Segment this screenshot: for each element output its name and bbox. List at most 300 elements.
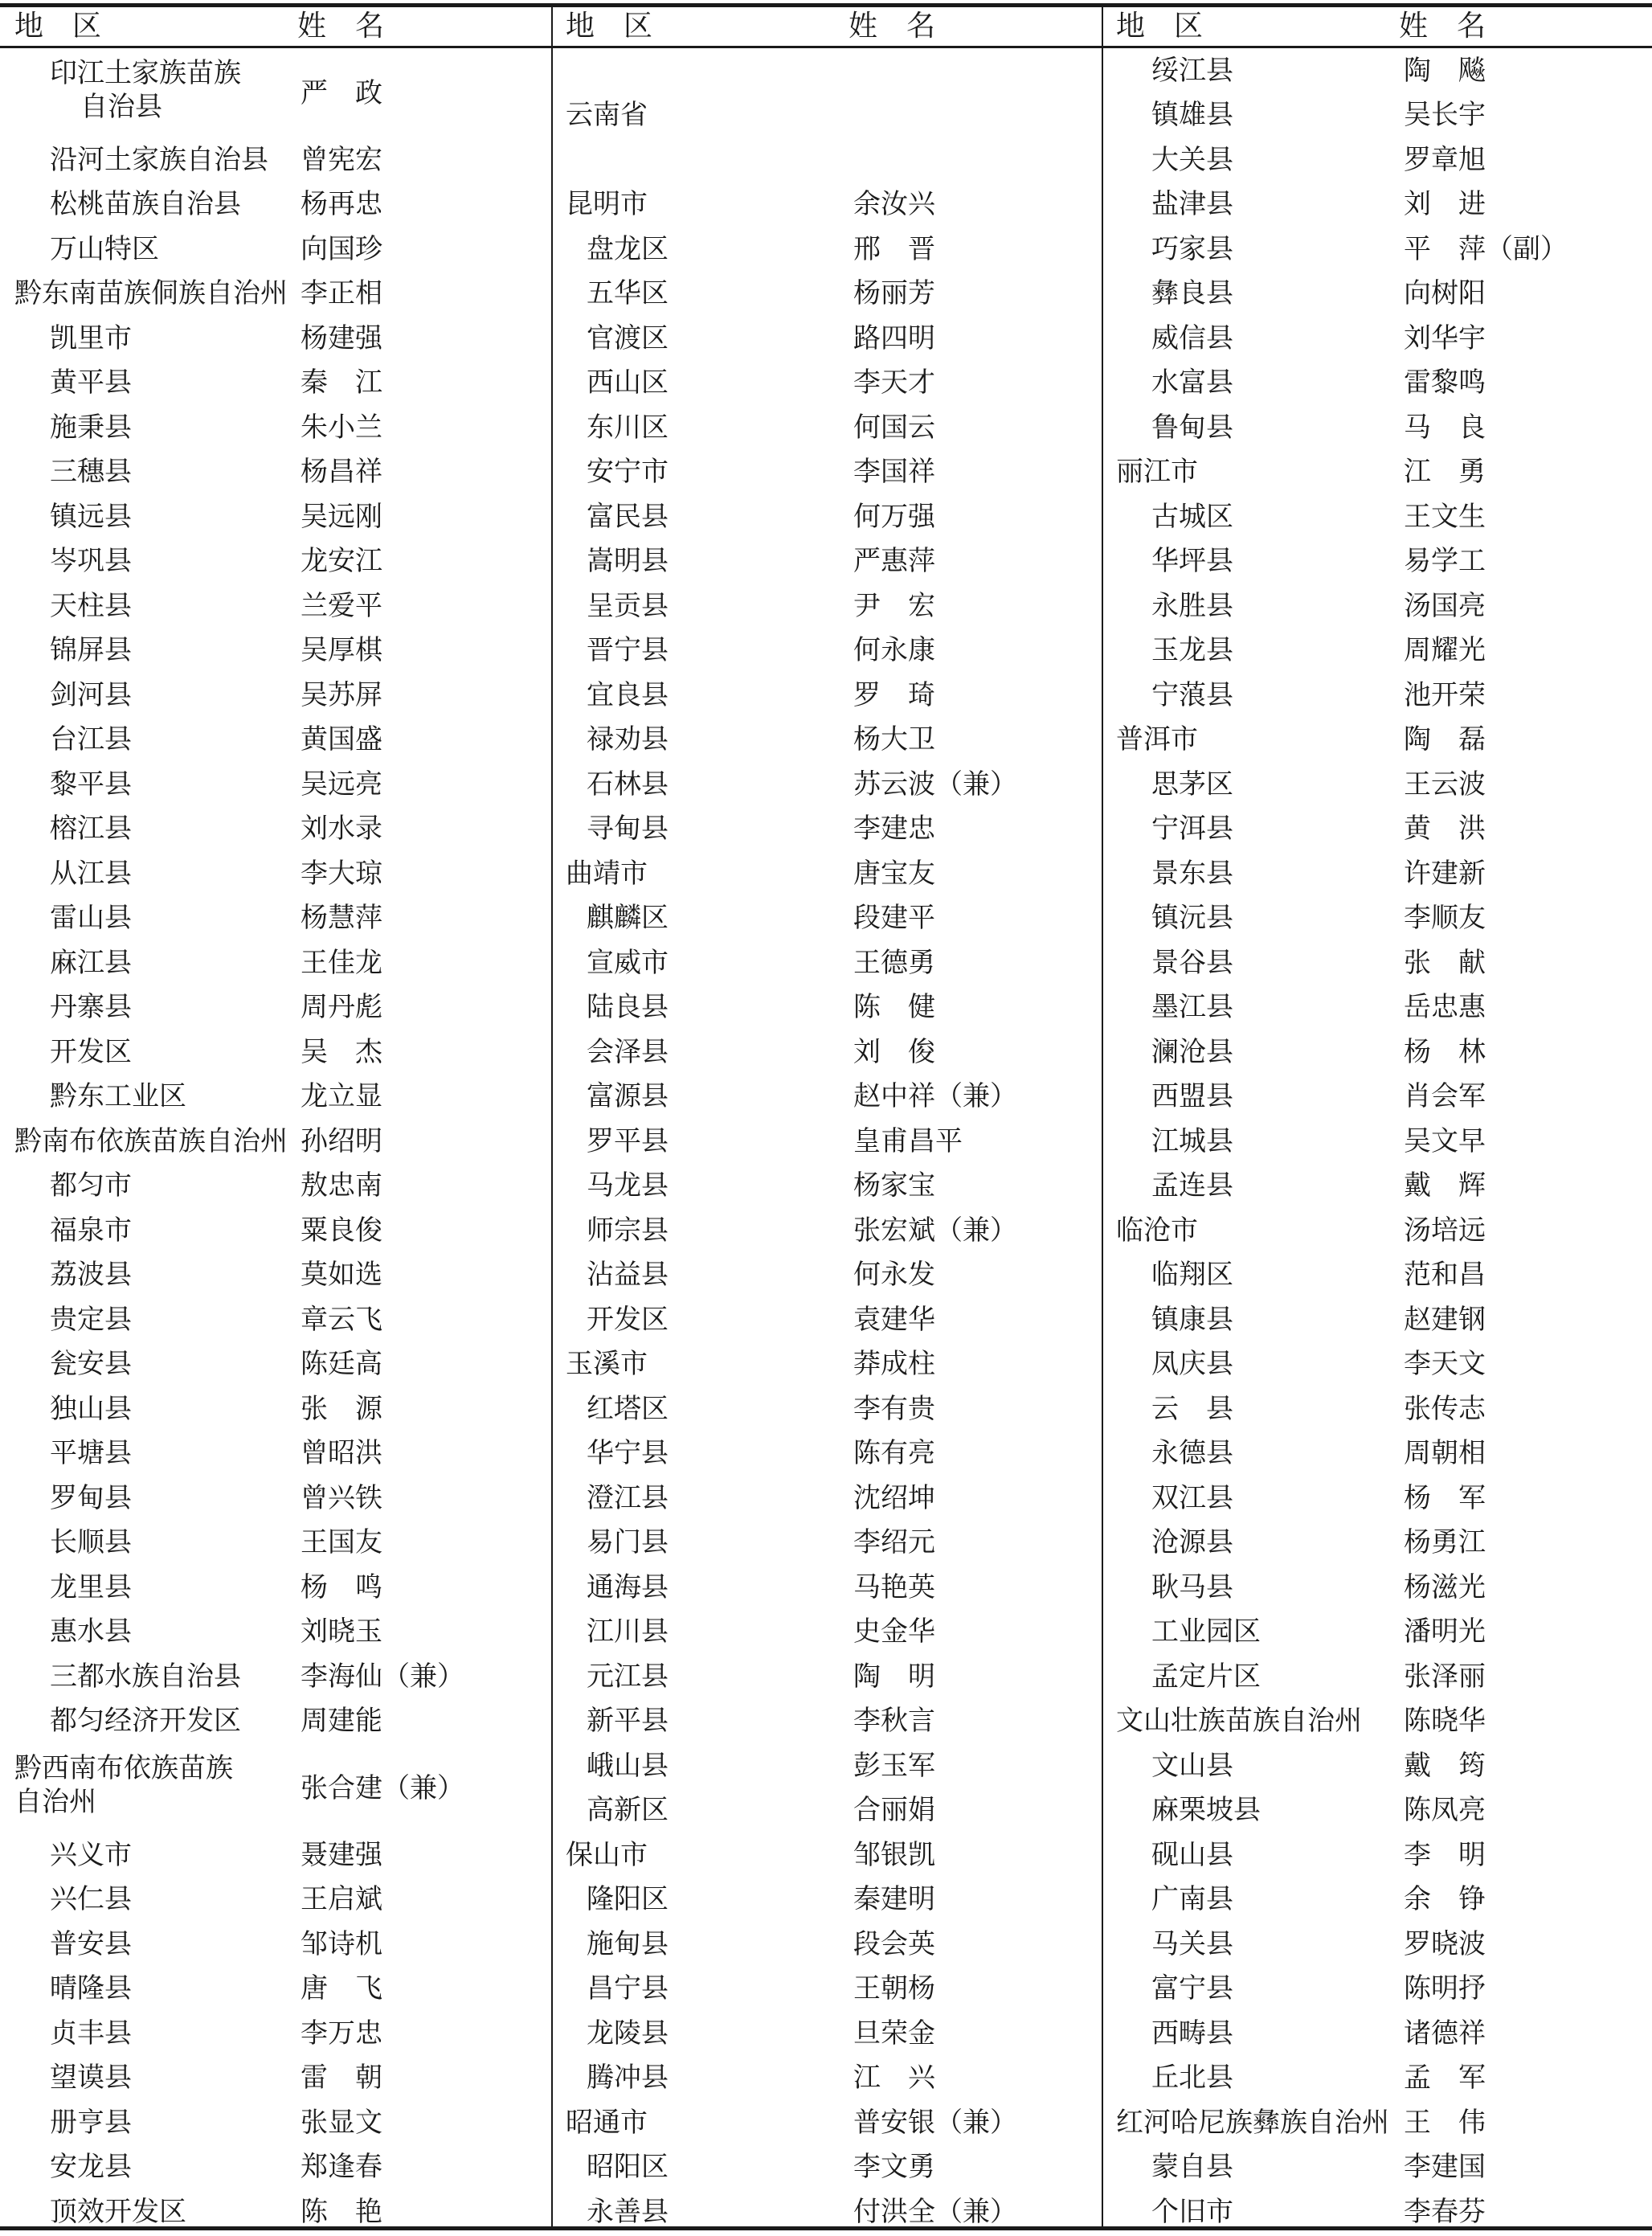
table-row (1102, 227, 1652, 272)
table-row (1102, 1075, 1652, 1120)
column-header (1102, 7, 1652, 46)
name-cell: 范和昌 (1404, 1259, 1486, 1292)
table-row (1102, 450, 1652, 495)
table-row (1102, 1922, 1652, 1967)
region-cell: 黎平县 (50, 768, 132, 801)
table-row (551, 1030, 1102, 1075)
region-cell: 墨江县 (1151, 991, 1233, 1024)
name-cell: 李正相 (301, 277, 382, 310)
name-cell: 袁建华 (853, 1303, 935, 1336)
region-cell: 黔东工业区 (50, 1080, 186, 1113)
table-row (1102, 1297, 1652, 1342)
table-row (551, 1208, 1102, 1253)
table-row (0, 940, 551, 985)
name-cell: 秦建明 (853, 1883, 935, 1916)
region-cell: 都匀市 (50, 1169, 132, 1202)
name-cell: 向国珍 (301, 232, 382, 265)
table-row (0, 48, 551, 137)
name-cell: 曾兴铁 (301, 1481, 382, 1514)
region-cell: 盘龙区 (587, 232, 669, 265)
header-name-label: 姓 名 (297, 10, 385, 43)
region-cell: 黄平县 (50, 367, 132, 399)
name-cell: 刘 俊 (853, 1035, 935, 1068)
table-row (1102, 405, 1652, 450)
table-row (1102, 1610, 1652, 1655)
table-row (0, 1431, 551, 1476)
region-cell: 开发区 (587, 1303, 669, 1336)
region-cell: 文山壮族苗族自治州 (1116, 1705, 1362, 1738)
column-rows (551, 48, 1102, 2234)
name-cell: 王国友 (301, 1526, 382, 1559)
region-cell: 平塘县 (50, 1437, 132, 1470)
region-cell: 贞丰县 (50, 2017, 132, 2050)
table-row (0, 629, 551, 674)
name-cell: 陈晓华 (1404, 1705, 1486, 1738)
region-cell: 红塔区 (587, 1392, 669, 1425)
region-cell: 临翔区 (1151, 1259, 1233, 1292)
table-row (1102, 93, 1652, 138)
name-cell: 李国祥 (853, 456, 935, 489)
name-cell: 王佳龙 (301, 946, 382, 979)
table-row (551, 2189, 1102, 2234)
region-cell: 元江县 (587, 1660, 669, 1693)
name-cell: 粟良俊 (301, 1214, 382, 1247)
table-row (1102, 2011, 1652, 2056)
name-cell: 吴文早 (1404, 1124, 1486, 1157)
table-row (551, 1476, 1102, 1521)
table-row (0, 1967, 551, 2012)
region-cell: 都匀经济开发区 (50, 1705, 241, 1738)
table-row (1102, 673, 1652, 718)
name-cell: 旦荣金 (853, 2017, 935, 2050)
table-row (0, 718, 551, 763)
region-cell: 石林县 (587, 768, 669, 801)
region-cell: 永善县 (587, 2195, 669, 2228)
region-cell: 易门县 (587, 1526, 669, 1559)
region-cell: 云南省 (566, 99, 648, 132)
table-row (0, 1878, 551, 1923)
name-cell: 李万忠 (301, 2017, 382, 2050)
region-cell: 绥江县 (1151, 54, 1233, 87)
region-cell: 马关县 (1151, 1927, 1233, 1960)
region-cell: 剑河县 (50, 678, 132, 711)
name-cell: 汤国亮 (1404, 589, 1486, 622)
name-cell: 唐宝友 (853, 857, 935, 890)
region-cell: 永德县 (1151, 1437, 1233, 1470)
name-cell: 兰爱平 (301, 589, 382, 622)
region-cell: 东川区 (587, 411, 669, 444)
name-cell: 杨滋光 (1404, 1571, 1486, 1603)
region-cell: 工业园区 (1151, 1616, 1261, 1648)
name-cell: 刘华宇 (1404, 321, 1486, 354)
region-cell: 岑巩县 (50, 545, 132, 578)
region-cell: 水富县 (1151, 367, 1233, 399)
column-rows (0, 48, 551, 2234)
region-cell: 富源县 (587, 1080, 669, 1113)
region-cell: 施甸县 (587, 1927, 669, 1960)
name-cell: 杨 林 (1404, 1035, 1486, 1068)
table-row (1102, 1833, 1652, 1878)
table-row (1102, 1342, 1652, 1387)
region-cell: 马龙县 (587, 1169, 669, 1202)
table-row (551, 1521, 1102, 1566)
region-cell: 西畴县 (1151, 2017, 1233, 2050)
region-cell: 宜良县 (587, 678, 669, 711)
region-cell: 高新区 (587, 1794, 669, 1827)
region-cell: 富民县 (587, 500, 669, 533)
name-cell: 李天才 (853, 367, 935, 399)
table-row (551, 361, 1102, 406)
name-cell: 李天文 (1404, 1348, 1486, 1381)
name-cell: 张显文 (301, 2106, 382, 2139)
table-row (551, 1922, 1102, 1967)
region-cell: 望谟县 (50, 2062, 132, 2095)
region-cell: 文山县 (1151, 1749, 1233, 1782)
name-cell: 陶 明 (853, 1660, 935, 1693)
region-cell: 施秉县 (50, 411, 132, 444)
name-cell: 杨 军 (1404, 1481, 1486, 1514)
name-cell: 潘明光 (1404, 1616, 1486, 1648)
table-row (551, 673, 1102, 718)
name-cell: 普安银（兼） (853, 2106, 1017, 2139)
name-cell: 皇甫昌平 (853, 1124, 963, 1157)
name-cell: 邹诗机 (301, 1927, 382, 1960)
table-row (1102, 1654, 1652, 1699)
table-row (0, 1030, 551, 1075)
name-cell: 杨丽芳 (853, 277, 935, 310)
table-row (551, 1565, 1102, 1610)
region-cell: 瓮安县 (50, 1348, 132, 1381)
table-row (551, 851, 1102, 896)
name-cell: 王 伟 (1404, 2106, 1486, 2139)
region-cell: 思茅区 (1151, 768, 1233, 801)
name-cell: 马 良 (1404, 411, 1486, 444)
region-cell: 腾冲县 (587, 2062, 669, 2095)
region-cell: 镇沅县 (1151, 902, 1233, 935)
name-cell: 李秋言 (853, 1705, 935, 1738)
name-cell: 肖会军 (1404, 1080, 1486, 1113)
name-cell: 杨大卫 (853, 723, 935, 756)
region-cell: 黔南布依族苗族自治州 (14, 1124, 288, 1157)
name-cell: 李有贵 (853, 1392, 935, 1425)
name-cell: 江 兴 (853, 2062, 935, 2095)
name-cell: 王云波 (1404, 768, 1486, 801)
region-cell: 五华区 (587, 277, 669, 310)
region-cell: 玉龙县 (1151, 634, 1233, 667)
table-row (551, 2145, 1102, 2190)
name-cell: 李海仙（兼） (301, 1660, 464, 1693)
name-cell: 黄 洪 (1404, 813, 1486, 846)
region-cell: 嵩明县 (587, 545, 669, 578)
region-cell: 镇远县 (50, 500, 132, 533)
region-cell: 安宁市 (587, 456, 669, 489)
name-cell: 杨慧萍 (301, 902, 382, 935)
name-cell: 雷 朝 (301, 2062, 382, 2095)
table-row (551, 316, 1102, 361)
table-row (551, 48, 1102, 93)
region-cell: 大关县 (1151, 143, 1233, 176)
name-cell: 杨昌祥 (301, 456, 382, 489)
table-row (1102, 1699, 1652, 1744)
region-cell: 耿马县 (1151, 1571, 1233, 1603)
region-cell: 孟定片区 (1151, 1660, 1261, 1693)
table-row (1102, 851, 1652, 896)
name-cell: 罗晓波 (1404, 1927, 1486, 1960)
name-cell: 雷黎鸣 (1404, 367, 1486, 399)
name-cell: 李绍元 (853, 1526, 935, 1559)
region-cell: 玉溪市 (566, 1348, 648, 1381)
table-row (0, 494, 551, 539)
table-row (551, 1878, 1102, 1923)
region-cell: 昭通市 (566, 2106, 648, 2139)
region-cell: 西盟县 (1151, 1080, 1233, 1113)
region-cell (14, 1743, 233, 1841)
region-cell: 江城县 (1151, 1124, 1233, 1157)
table-row (0, 807, 551, 852)
region-cell: 永胜县 (1151, 589, 1233, 622)
region-cell: 沿河土家族自治县 (50, 143, 268, 176)
region-cell: 禄劝县 (587, 723, 669, 756)
name-cell: 郑逢春 (301, 2151, 382, 2184)
table-row (0, 1386, 551, 1431)
table-row (551, 227, 1102, 272)
region-cell: 三穗县 (50, 456, 132, 489)
table-row (1102, 137, 1652, 182)
table-row (1102, 1030, 1652, 1075)
name-cell: 吴远亮 (301, 768, 382, 801)
region-cell: 云 县 (1151, 1392, 1233, 1425)
region-cell: 榕江县 (50, 813, 132, 846)
table-row (551, 807, 1102, 852)
name-cell: 沈绍坤 (853, 1481, 935, 1514)
name-cell: 秦 江 (301, 367, 382, 399)
table-row (0, 1654, 551, 1699)
name-cell: 刘水录 (301, 813, 382, 846)
region-cell: 澄江县 (587, 1481, 669, 1514)
table-row (1102, 1967, 1652, 2012)
name-cell: 陈 健 (853, 991, 935, 1024)
table-row (1102, 1521, 1652, 1566)
name-cell: 汤培远 (1404, 1214, 1486, 1247)
region-cell: 晋宁县 (587, 634, 669, 667)
name-cell: 龙立显 (301, 1080, 382, 1113)
region-text: 印江土家族苗族 (50, 57, 241, 89)
region-cell: 华宁县 (587, 1437, 669, 1470)
name-cell: 王朝杨 (853, 1972, 935, 2005)
name-cell: 陈明抒 (1404, 1972, 1486, 2005)
region-cell: 麻栗坡县 (1151, 1794, 1261, 1827)
table-row (1102, 539, 1652, 584)
table-row (1102, 316, 1652, 361)
table-row (551, 93, 1102, 138)
name-cell: 周丹彪 (301, 991, 382, 1024)
table-row (551, 539, 1102, 584)
region-cell: 凯里市 (50, 321, 132, 354)
region-cell: 沾益县 (587, 1259, 669, 1292)
name-cell: 余 铮 (1404, 1883, 1486, 1916)
name-cell: 陶 磊 (1404, 723, 1486, 756)
region-cell: 西山区 (587, 367, 669, 399)
name-cell: 张 献 (1404, 946, 1486, 979)
table-row (1102, 1164, 1652, 1209)
table-row (1102, 1476, 1652, 1521)
table-row (551, 1654, 1102, 1699)
region-cell: 会泽县 (587, 1035, 669, 1068)
table-row (551, 718, 1102, 763)
region-cell: 福泉市 (50, 1214, 132, 1247)
name-cell: 吴厚棋 (301, 634, 382, 667)
region-cell: 宁洱县 (1151, 813, 1233, 846)
region-cell: 雷山县 (50, 902, 132, 935)
table-row (0, 1119, 551, 1164)
region-cell: 册亨县 (50, 2106, 132, 2139)
region-cell: 砚山县 (1151, 1838, 1233, 1871)
name-cell: 陈廷高 (301, 1348, 382, 1381)
name-cell: 张泽丽 (1404, 1660, 1486, 1693)
region-cell: 官渡区 (587, 321, 669, 354)
table-row (551, 1297, 1102, 1342)
table-row (0, 1075, 551, 1120)
region-cell: 沧源县 (1151, 1526, 1233, 1559)
region-cell: 景东县 (1151, 857, 1233, 890)
region-cell: 威信县 (1151, 321, 1233, 354)
name-cell: 周耀光 (1404, 634, 1486, 667)
region-cell: 镇雄县 (1151, 99, 1233, 132)
table-row (1102, 1386, 1652, 1431)
region-text: 黔西南布依族苗族 (14, 1752, 233, 1784)
table-row (551, 494, 1102, 539)
name-cell: 赵建钢 (1404, 1303, 1486, 1336)
name-cell: 章云飞 (301, 1303, 382, 1336)
table-row (0, 1342, 551, 1387)
name-cell: 刘晓玉 (301, 1616, 382, 1648)
region-cell: 镇康县 (1151, 1303, 1233, 1336)
table-row (551, 629, 1102, 674)
region-cell: 隆阳区 (587, 1883, 669, 1916)
header-name-label: 姓 名 (1399, 10, 1486, 43)
table-column-2 (551, 0, 1102, 2236)
table-row (1102, 48, 1652, 93)
table-row (0, 2011, 551, 2056)
region-cell: 鲁甸县 (1151, 411, 1233, 444)
table-row (0, 762, 551, 807)
table-row (551, 940, 1102, 985)
table-row (1102, 1208, 1652, 1253)
region-cell: 双江县 (1151, 1481, 1233, 1514)
region-cell: 广南县 (1151, 1883, 1233, 1916)
name-cell: 杨建强 (301, 321, 382, 354)
table-row (551, 584, 1102, 629)
name-cell: 戴 辉 (1404, 1169, 1486, 1202)
name-cell: 周建能 (301, 1705, 382, 1738)
table-row (0, 2100, 551, 2145)
name-cell: 路四明 (853, 321, 935, 354)
name-cell: 向树阳 (1404, 277, 1486, 310)
table-row (1102, 762, 1652, 807)
region-cell: 长顺县 (50, 1526, 132, 1559)
table-row (0, 1699, 551, 1744)
region-cell: 罗平县 (587, 1124, 669, 1157)
table-row (1102, 2100, 1652, 2145)
table-row (0, 1208, 551, 1253)
region-cell: 贵定县 (50, 1303, 132, 1336)
region-cell: 昭阳区 (587, 2151, 669, 2184)
table-row (0, 1164, 551, 1209)
name-cell: 何永康 (853, 634, 935, 667)
table-row (1102, 1788, 1652, 1833)
name-cell: 王文生 (1404, 500, 1486, 533)
name-cell: 邹银凯 (853, 1838, 935, 1871)
name-cell: 罗 琦 (853, 678, 935, 711)
region-cell: 顶效开发区 (50, 2195, 186, 2228)
name-cell: 张宏斌（兼） (853, 1214, 1017, 1247)
name-cell: 杨勇江 (1404, 1526, 1486, 1559)
name-cell: 莽成柱 (853, 1348, 935, 1381)
name-cell: 戴 筠 (1404, 1749, 1486, 1782)
table-row (1102, 2189, 1652, 2234)
table-row (0, 673, 551, 718)
table-row (1102, 1743, 1652, 1788)
name-cell: 曾宪宏 (301, 143, 382, 176)
region-cell: 临沧市 (1116, 1214, 1198, 1247)
region-cell: 台江县 (50, 723, 132, 756)
name-cell: 敖忠南 (301, 1169, 382, 1202)
name-cell: 李建忠 (853, 813, 935, 846)
name-cell: 许建新 (1404, 857, 1486, 890)
table-row (0, 1253, 551, 1298)
table-row (551, 1342, 1102, 1387)
header-region-label: 地 区 (14, 10, 102, 43)
region-cell: 师宗县 (587, 1214, 669, 1247)
region-cell: 峨山县 (587, 1749, 669, 1782)
table-row (551, 1431, 1102, 1476)
table-row (1102, 1878, 1652, 1923)
name-cell: 赵中祥（兼） (853, 1080, 1017, 1113)
table-row (0, 1297, 551, 1342)
table-row (1102, 1119, 1652, 1164)
name-cell: 吴苏屏 (301, 678, 382, 711)
table-row (551, 137, 1102, 182)
table-row (0, 1521, 551, 1566)
name-cell: 陈凤亮 (1404, 1794, 1486, 1827)
table-row (551, 2100, 1102, 2145)
region-cell: 麻江县 (50, 946, 132, 979)
region-cell: 丹寨县 (50, 991, 132, 1024)
header-region-label: 地 区 (566, 10, 653, 43)
region-cell: 独山县 (50, 1392, 132, 1425)
name-cell: 合丽娟 (853, 1794, 935, 1827)
name-cell: 杨家宝 (853, 1169, 935, 1202)
region-cell: 盐津县 (1151, 188, 1233, 221)
table-row (1102, 807, 1652, 852)
table-row (1102, 2145, 1652, 2190)
table-row (0, 450, 551, 495)
region-cell: 从江县 (50, 857, 132, 890)
region-cell: 个旧市 (1151, 2195, 1233, 2228)
region-cell: 龙陵县 (587, 2017, 669, 2050)
table-row (0, 227, 551, 272)
table-row (0, 985, 551, 1030)
name-cell: 曾昭洪 (301, 1437, 382, 1470)
column-header (551, 7, 1102, 46)
table-row (0, 1610, 551, 1655)
table-row (551, 1164, 1102, 1209)
name-cell: 莫如选 (301, 1259, 382, 1292)
name-cell: 龙安江 (301, 545, 382, 578)
name-cell: 罗章旭 (1404, 143, 1486, 176)
table-row (1102, 272, 1652, 317)
region-cell: 新平县 (587, 1705, 669, 1738)
